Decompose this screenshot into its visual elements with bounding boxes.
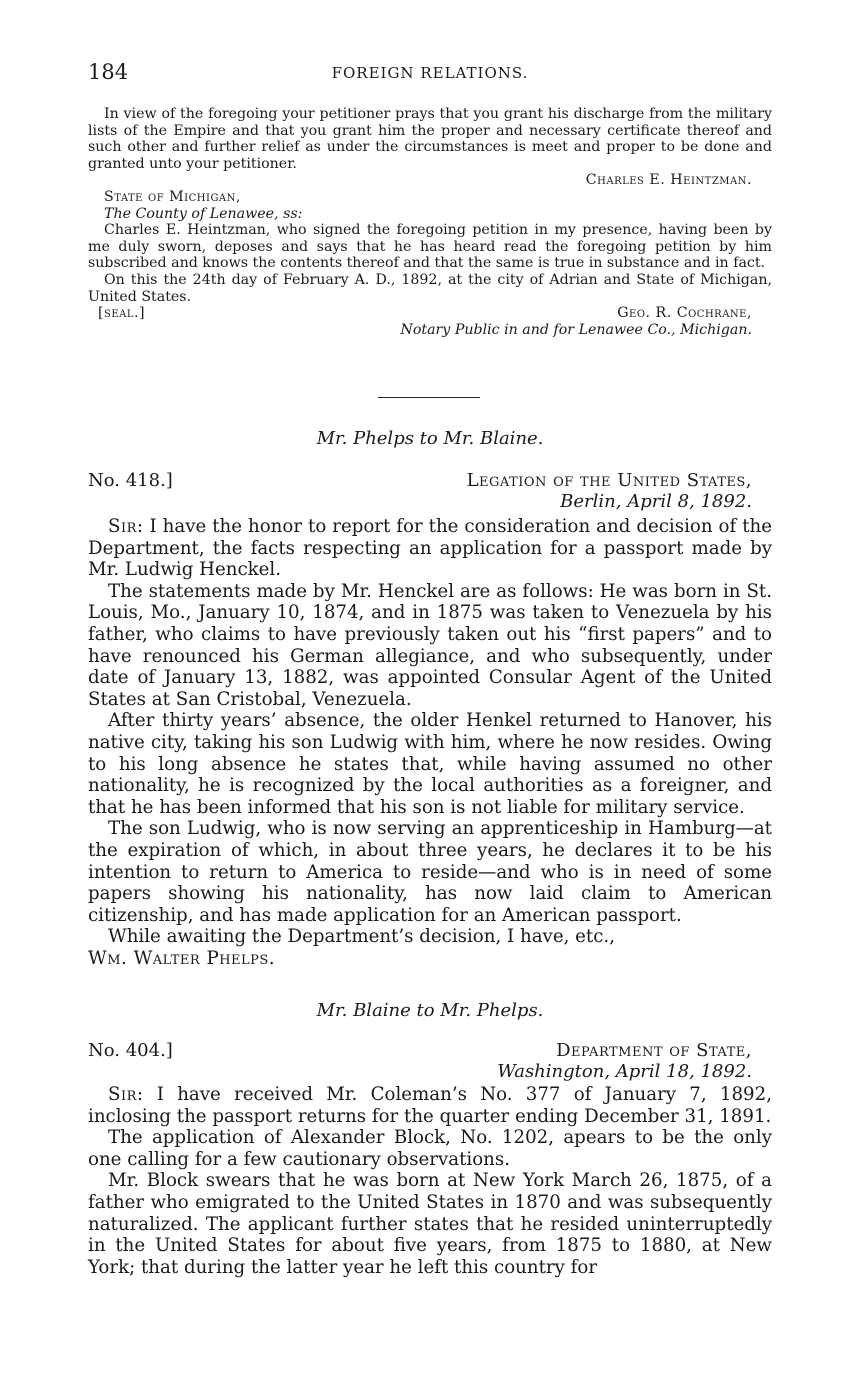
letter2-paragraph: The application of Alexander Block, No. 1202, apears to be the only one calling for a few cautionary observations. [88,1127,772,1170]
letter1-paragraph: While awaiting the Department’s decision, I have, etc., [108,926,615,948]
letter1-office: Legation of the United States, [466,470,752,491]
notary-name: Geo. R. Cochrane, [617,305,752,322]
letter1-signature: Wm. Walter Phelps. [88,947,276,969]
letter2-salutation: Sir: [108,1084,144,1105]
seal-row [88,305,772,322]
letter1-body [88,516,772,969]
letter1-paragraph: The son Ludwig, who is now serving an apprenticeship in Hamburg—at the expiration of which, in about three years, he declares it to be his intention to return to America to reside—and who is in need of some papers showing his nationality, has now laid claim to American citizenship, and has made application for an American passport. [88,818,772,926]
running-head: FOREIGN RELATIONS. [331,64,529,82]
page-number: 184 [88,60,129,84]
letter1-paragraph: After thirty years’ absence, the older Henkel returned to Hanover, his native city, taking his son Ludwig with him, where he now resides. Owing to his long absence he states that, while having assumed no other nationality, he is recognized by the local authorities as a foreigner, and that he has been informed that his son is not liable for military service. [88,710,772,818]
letter1-number: No. 418.] [88,470,173,491]
letter1-title: Mr. Phelps to Mr. Blaine. [316,428,544,449]
affidavit-state: State of Michigan, [104,188,241,205]
letter2-office: Department of State, [556,1040,752,1061]
petition-paragraph: In view of the foregoing your petitioner prays that you grant his discharge from the military lists of the Empire and that you grant him the proper and necessary certificate thereof and such other and further relief as under the circumstances is meet and proper to be done and granted unto your petitioner. [88,106,772,172]
seal-mark: [seal.] [98,305,146,322]
letter2-title: Mr. Blaine to Mr. Phelps. [316,1000,544,1021]
affidavit-date-paragraph: On this the 24th day of February A. D., 1892, at the city of Adrian and State of Michigan, United States. [88,271,772,305]
section-divider [378,397,480,398]
petition-signature: Charles E. Heintzman. [585,172,752,189]
notary-title: Notary Public in and for Lenawee Co., Michigan. [400,322,752,339]
affidavit-county: The County of Lenawee, ss: [104,205,303,222]
page-header [88,60,772,88]
letter1-heading [88,470,772,514]
letter2-paragraph: Sir: I have received Mr. Coleman’s No. 377 of January 7, 1892, inclosing the passport returns for the quarter ending December 31, 1891. [88,1084,772,1127]
letter2-dateline: Washington, April 18, 1892. [497,1061,752,1082]
letter1-dateline: Berlin, April 8, 1892. [560,491,752,512]
letter2-heading [88,1040,772,1084]
letter2-number: No. 404.] [88,1040,173,1061]
letter2-body [88,1084,772,1278]
letter1-paragraph: Sir: I have the honor to report for the consideration and decision of the Department, the facts respecting an application for a passport made by Mr. Ludwig Henckel. [88,516,772,581]
letter2-paragraph: Mr. Block swears that he was born at New York March 26, 1875, of a father who emigrated to the United States in 1870 and was subsequently naturalized. The applicant further states that he resided uninterruptedly in the United States for about five years, from 1875 to 1880, at New York; that during the latter year he left this country for [88,1170,772,1278]
letter1-salutation: Sir: [108,516,144,537]
affidavit-paragraph: Charles E. Heintzman, who signed the foregoing petition in my presence, having been by me duly sworn, deposes and says that he has heard read the foregoing petition by him subscribed and knows the contents thereof and that the same is true in substance and in fact. [88,222,772,272]
petition-section [88,106,772,339]
letter1-paragraph: The statements made by Mr. Henckel are as follows: He was born in St. Louis, Mo., January 10, 1874, and in 1875 was taken to Venezuela by his father, who claims to have previously taken out his “first papers” and to have renounced his German allegiance, and who subsequently, under date of January 13, 1882, was appointed Consular Agent of the United States at San Cristobal, Venezuela. [88,580,772,710]
